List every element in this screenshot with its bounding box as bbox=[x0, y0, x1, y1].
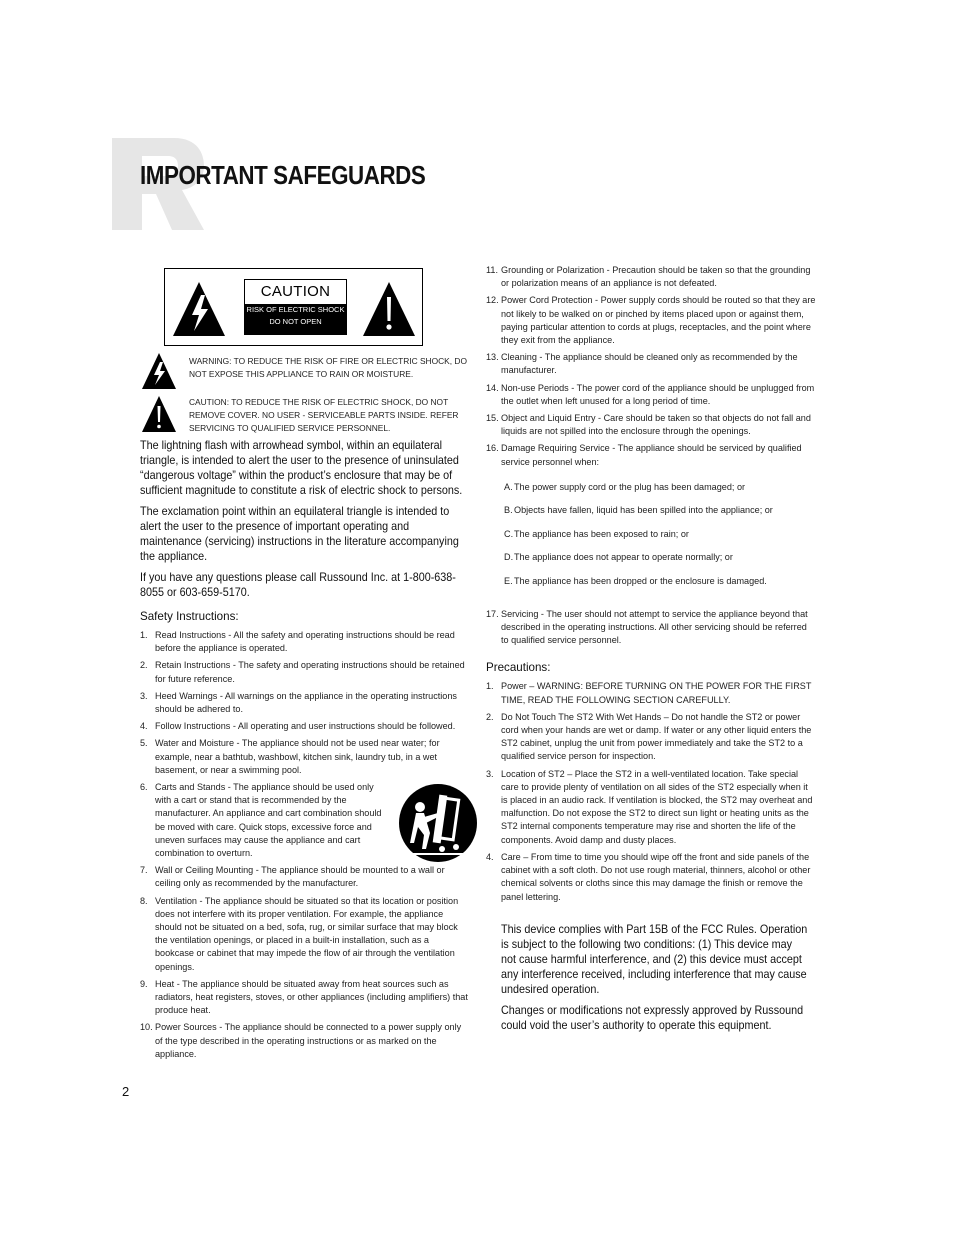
list-item: E. The appliance has been dropped or the enclosure is damaged. bbox=[504, 575, 767, 586]
safety-list bbox=[140, 629, 470, 1061]
list-item: 14. Non-use Periods - The power cord of the appliance should be unplugged from the outlet when left unused for a long period of time. bbox=[486, 382, 815, 406]
precautions-heading: Precautions: bbox=[486, 661, 551, 675]
right-column bbox=[486, 264, 816, 1039]
list-item: 2. Do Not Touch The ST2 With Wet Hands – Do not handle the ST2 or power cord when your hands are wet or damp. If water or any other liquid enters the ST2 cabinet, unplug the unit from power immediately and take the ST2 to a qualified service person for inspection. bbox=[486, 711, 812, 762]
list-item: 16. Damage Requiring Service - The appliance should be serviced by qualified service personnel when: bbox=[486, 443, 802, 467]
list-item: A. The power supply cord or the plug has been damaged; or bbox=[504, 481, 746, 492]
list-item: 12. Power Cord Protection - Power supply cords should be routed so that they are not likely to be walked on or pinched by items placed upon or against them, paying particular attention to cords at plugs, receptacles, and the point where they exit from the appliance. bbox=[486, 295, 816, 346]
intro-contact: If you have any questions please call Russound Inc. at 1-800-638-8055 or 603-659-5170. bbox=[140, 571, 456, 599]
fcc-compliance: This device complies with Part 15B of the FCC Rules. Operation is subject to the following two conditions: (1) This device may not cause harmful interference, and (2) this device must accept any interference received, including interference that may cause undesired operation. bbox=[501, 922, 808, 996]
list-item: 9. Heat - The appliance should be situated away from heat sources such as radiators, heat registers, stoves, or other appliances (including amplifiers) that produce heat. bbox=[140, 978, 468, 1016]
caution-label bbox=[244, 279, 347, 335]
list-item: 10. Power Sources - The appliance should be connected to a power supply only of the type described in the operating instructions or as marked on the appliance. bbox=[140, 1022, 462, 1059]
lightning-triangle-icon bbox=[141, 352, 177, 390]
list-item: 1. Power – WARNING: BEFORE TURNING ON THE POWER FOR THE FIRST TIME, READ THE FOLLOWING SECTION CAREFULLY. bbox=[486, 681, 812, 705]
warning-remove-cover: CAUTION: TO REDUCE THE RISK OF ELECTRIC SHOCK, DO NOT REMOVE COVER. NO USER - SERVICEABLE PARTS INSIDE. REFER SERVICING TO QUALIFIED SERVICE PERSONNEL. bbox=[189, 397, 459, 433]
list-item: 8. Ventilation - The appliance should be situated so that its location or position does not interfere with its proper ventilation. For example, the appliance should not be situated on a bed, sofa, rug, or similar surface that may block the ventilation openings, or placed in a built-in installation, such as a bookcase or cabinet that may impede the flow of air through the ventilation openings. bbox=[140, 895, 459, 972]
list-item: 13. Cleaning - The appliance should be cleaned only as recommended by the manufacturer. bbox=[486, 352, 798, 376]
list-item: B. Objects have fallen, liquid has been spilled into the appliance; or bbox=[504, 505, 773, 516]
service-conditions-list bbox=[504, 481, 816, 588]
list-item: 3. Heed Warnings - All warnings on the appliance in the operating instructions should be adhered to. bbox=[140, 690, 457, 715]
list-item: 7. Wall or Ceiling Mounting - The appliance should be mounted to a wall or ceiling only as recommended by the manufacturer. bbox=[140, 865, 445, 889]
list-item: 5. Water and Moisture - The appliance should not be used near water; for example, near a bathtub, washbowl, kitchen sink, laundry tub, in a wet basement, or near a swimming pool. bbox=[140, 738, 440, 775]
list-item: 4. Follow Instructions - All operating and user instructions should be followed. bbox=[140, 721, 456, 732]
list-item: 1. Read Instructions - All the safety and operating instructions should be read before the appliance is operated. bbox=[140, 630, 455, 654]
exclamation-triangle-icon bbox=[141, 395, 177, 433]
cart-tipover-icon bbox=[398, 783, 478, 865]
list-item: 2. Retain Instructions - The safety and operating instructions should be retained for future reference. bbox=[140, 660, 465, 684]
warning-fire-shock: WARNING: TO REDUCE THE RISK OF FIRE OR ELECTRIC SHOCK, DO NOT EXPOSE THIS APPLIANCE TO RAIN OR MOISTURE. bbox=[189, 356, 467, 379]
list-item: 3. Location of ST2 – Place the ST2 in a well-ventilated location. Take special care to provide plenty of ventilation on all sides of the ST2 especially when it is placed in an audio rack. If ventilation is blocked, the ST2 may overheat and malfunction. Do not expose the ST2 to direct sun light or heating units as the ST2 internal components temperature may rise and shorten the life of the components. Avoid damp and dusty places. bbox=[486, 768, 813, 845]
lightning-triangle-icon bbox=[172, 281, 226, 337]
precautions-list bbox=[486, 680, 816, 903]
list-item: D. The appliance does not appear to operate normally; or bbox=[504, 552, 733, 563]
caution-label-box bbox=[164, 268, 423, 346]
intro-exclamation: The exclamation point within an equilateral triangle is intended to alert the user to the presence of important operating and maintenance (servicing) instructions in the literature accompanying the appliance. bbox=[140, 505, 459, 563]
list-item: 15. Object and Liquid Entry - Care should be taken so that objects do not fall and liquids are not spilled into the enclosure through the openings. bbox=[486, 413, 811, 437]
safety-list-item-17 bbox=[486, 608, 816, 648]
fcc-statement bbox=[501, 922, 816, 1033]
caution-line-1: RISK OF ELECTRIC SHOCK bbox=[246, 305, 345, 314]
list-item: 11. Grounding or Polarization - Precaution should be taken so that the grounding or polarization means of an appliance is not defeated. bbox=[486, 265, 811, 289]
intro-lightning: The lightning flash with arrowhead symbol, within an equilateral triangle, is intended to alert the user to the presence of uninsulated “dangerous voltage” within the product’s enclosure that may be of sufficient magnitude to constitute a risk of electric shock to persons. bbox=[140, 439, 463, 497]
safety-list-continued bbox=[486, 264, 816, 469]
list-item: 4. Care – From time to time you should wipe off the front and side panels of the cabinet with a soft cloth. Do not use rough material, thinners, alcohol or other chemical solvents or cloths since this may damage the finish or remove the panel lettering. bbox=[486, 851, 811, 902]
page-title: IMPORTANT SAFEGUARDS bbox=[140, 160, 426, 190]
safety-heading: Safety Instructions: bbox=[140, 610, 239, 623]
exclamation-triangle-icon bbox=[362, 281, 416, 337]
list-item: C. The appliance has been exposed to rain; or bbox=[504, 528, 689, 539]
caution-line-2: DO NOT OPEN bbox=[269, 317, 322, 326]
left-column bbox=[140, 438, 470, 1065]
caution-title: CAUTION bbox=[245, 280, 346, 304]
list-item: 17. Servicing - The user should not attempt to service the appliance beyond that described in the operating instructions. All other servicing should be referred to qualified service personnel. bbox=[486, 608, 808, 646]
fcc-modifications: Changes or modifications not expressly approved by Russound could void the user’s authority to operate this equipment. bbox=[501, 1003, 804, 1032]
list-item: 6. Carts and Stands - The appliance should be used only with a cart or stand that is recommended by the manufacturer. An appliance and cart combination should be moved with care. Quick stops, excessive force and uneven surfaces may cause the appliance and cart combination to overturn. bbox=[140, 781, 470, 860]
page-number: 2 bbox=[122, 1084, 130, 1099]
